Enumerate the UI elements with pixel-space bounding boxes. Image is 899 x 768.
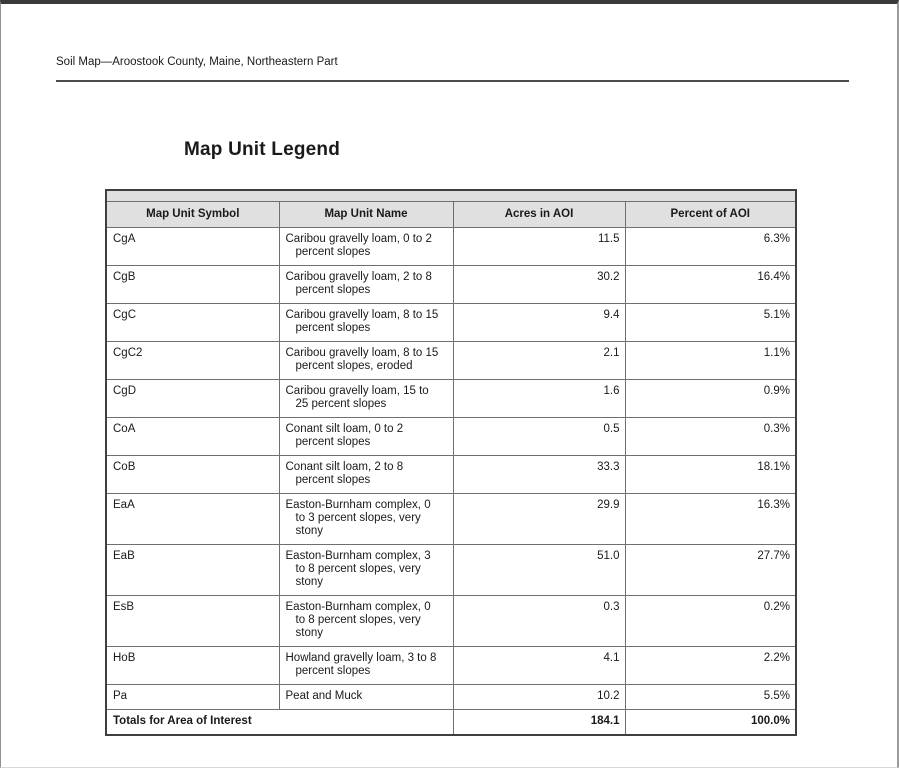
cell-map-unit-name: Caribou gravelly loam, 2 to 8 percent slopes bbox=[279, 265, 453, 303]
cell-percent-of-aoi: 1.1% bbox=[625, 341, 796, 379]
totals-percent: 100.0% bbox=[625, 709, 796, 735]
table-row bbox=[106, 417, 796, 455]
column-header-percent-of-aoi: Percent of AOI bbox=[625, 201, 796, 227]
document-header-title: Soil Map—Aroostook County, Maine, Northeastern Part bbox=[56, 56, 338, 68]
cell-acres-in-aoi: 9.4 bbox=[453, 303, 625, 341]
cell-map-unit-symbol: HoB bbox=[106, 646, 279, 684]
cell-acres-in-aoi: 29.9 bbox=[453, 493, 625, 544]
table-row bbox=[106, 265, 796, 303]
table-row bbox=[106, 646, 796, 684]
cell-map-unit-symbol: CoB bbox=[106, 455, 279, 493]
table-row bbox=[106, 544, 796, 595]
cell-map-unit-name: Caribou gravelly loam, 0 to 2 percent slopes bbox=[279, 227, 453, 265]
cell-map-unit-symbol: CgC bbox=[106, 303, 279, 341]
table-header-row bbox=[106, 201, 796, 227]
cell-percent-of-aoi: 5.5% bbox=[625, 684, 796, 709]
table-row bbox=[106, 684, 796, 709]
cell-map-unit-name: Conant silt loam, 2 to 8 percent slopes bbox=[279, 455, 453, 493]
cell-map-unit-symbol: CgD bbox=[106, 379, 279, 417]
cell-acres-in-aoi: 11.5 bbox=[453, 227, 625, 265]
table-row bbox=[106, 227, 796, 265]
cell-percent-of-aoi: 5.1% bbox=[625, 303, 796, 341]
cell-percent-of-aoi: 0.9% bbox=[625, 379, 796, 417]
table-row bbox=[106, 303, 796, 341]
cell-acres-in-aoi: 10.2 bbox=[453, 684, 625, 709]
table-row bbox=[106, 493, 796, 544]
column-header-map-unit-name: Map Unit Name bbox=[279, 201, 453, 227]
cell-map-unit-symbol: CgA bbox=[106, 227, 279, 265]
cell-percent-of-aoi: 0.3% bbox=[625, 417, 796, 455]
cell-percent-of-aoi: 6.3% bbox=[625, 227, 796, 265]
cell-acres-in-aoi: 2.1 bbox=[453, 341, 625, 379]
table-row bbox=[106, 595, 796, 646]
page-title: Map Unit Legend bbox=[184, 139, 341, 160]
cell-percent-of-aoi: 16.3% bbox=[625, 493, 796, 544]
cell-map-unit-symbol: Pa bbox=[106, 684, 279, 709]
cell-map-unit-name: Caribou gravelly loam, 8 to 15 percent slopes, eroded bbox=[279, 341, 453, 379]
cell-acres-in-aoi: 33.3 bbox=[453, 455, 625, 493]
cell-map-unit-symbol: CgB bbox=[106, 265, 279, 303]
table-caption-row bbox=[106, 190, 796, 201]
cell-map-unit-name: Caribou gravelly loam, 15 to 25 percent slopes bbox=[279, 379, 453, 417]
cell-map-unit-name: Caribou gravelly loam, 8 to 15 percent slopes bbox=[279, 303, 453, 341]
table-row bbox=[106, 455, 796, 493]
cell-acres-in-aoi: 0.3 bbox=[453, 595, 625, 646]
cell-map-unit-symbol: EaB bbox=[106, 544, 279, 595]
column-header-map-unit-symbol: Map Unit Symbol bbox=[106, 201, 279, 227]
cell-percent-of-aoi: 16.4% bbox=[625, 265, 796, 303]
cell-map-unit-name: Howland gravelly loam, 3 to 8 percent slopes bbox=[279, 646, 453, 684]
cell-acres-in-aoi: 1.6 bbox=[453, 379, 625, 417]
cell-percent-of-aoi: 27.7% bbox=[625, 544, 796, 595]
cell-percent-of-aoi: 2.2% bbox=[625, 646, 796, 684]
cell-acres-in-aoi: 30.2 bbox=[453, 265, 625, 303]
table-row bbox=[106, 379, 796, 417]
cell-map-unit-symbol: EsB bbox=[106, 595, 279, 646]
totals-label: Totals for Area of Interest bbox=[106, 709, 453, 735]
cell-map-unit-name: Easton-Burnham complex, 3 to 8 percent slopes, very stony bbox=[279, 544, 453, 595]
totals-row bbox=[106, 709, 796, 735]
cell-map-unit-symbol: CoA bbox=[106, 417, 279, 455]
column-header-acres-in-aoi: Acres in AOI bbox=[453, 201, 625, 227]
cell-map-unit-name: Peat and Muck bbox=[279, 684, 453, 709]
totals-acres: 184.1 bbox=[453, 709, 625, 735]
header-divider bbox=[56, 80, 849, 82]
cell-percent-of-aoi: 18.1% bbox=[625, 455, 796, 493]
map-unit-legend-table bbox=[105, 189, 797, 736]
table-row bbox=[106, 341, 796, 379]
cell-map-unit-name: Easton-Burnham complex, 0 to 3 percent slopes, very stony bbox=[279, 493, 453, 544]
cell-acres-in-aoi: 51.0 bbox=[453, 544, 625, 595]
cell-acres-in-aoi: 0.5 bbox=[453, 417, 625, 455]
table-caption-cell bbox=[106, 190, 796, 201]
cell-acres-in-aoi: 4.1 bbox=[453, 646, 625, 684]
cell-map-unit-name: Easton-Burnham complex, 0 to 8 percent slopes, very stony bbox=[279, 595, 453, 646]
cell-map-unit-symbol: EaA bbox=[106, 493, 279, 544]
cell-percent-of-aoi: 0.2% bbox=[625, 595, 796, 646]
cell-map-unit-symbol: CgC2 bbox=[106, 341, 279, 379]
table-body bbox=[106, 227, 796, 709]
cell-map-unit-name: Conant silt loam, 0 to 2 percent slopes bbox=[279, 417, 453, 455]
